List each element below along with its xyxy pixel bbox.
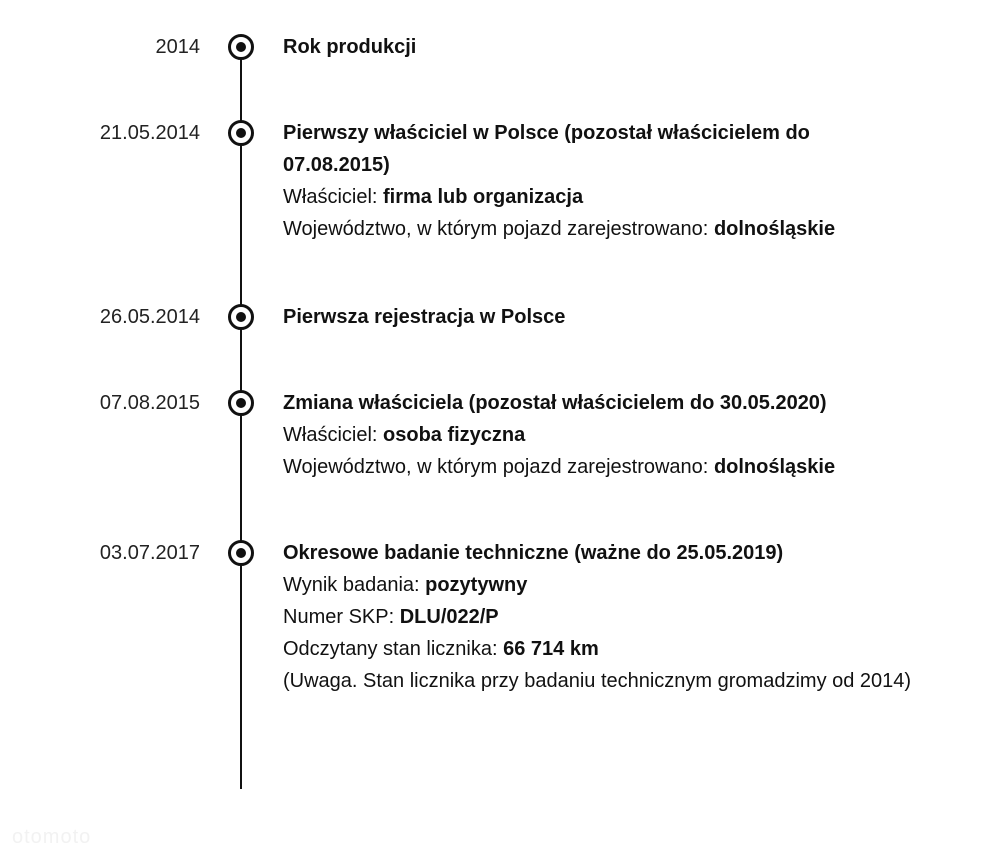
skp-value: DLU/022/P	[399, 606, 499, 628]
entry-content	[283, 31, 913, 63]
entry-content	[283, 117, 913, 245]
owner-value: osoba fizyczna	[383, 424, 526, 446]
entry-title: Rok produkcji	[283, 36, 417, 58]
result-value: pozytywny	[425, 574, 528, 596]
region-row	[283, 451, 913, 483]
entry-date: 21.05.2014	[99, 122, 200, 144]
region-value: dolnośląskie	[713, 218, 836, 240]
entry-date: 26.05.2014	[99, 306, 200, 328]
result-label: Wynik badania:	[283, 574, 420, 596]
entry-title: Pierwszy właściciel w Polsce (pozostał właścicielem do 07.08.2015)	[283, 122, 810, 176]
owner-value: firma lub organizacja	[383, 186, 584, 208]
owner-row	[283, 181, 913, 213]
mileage-row	[283, 633, 913, 665]
entry-date: 03.07.2017	[99, 542, 200, 564]
entry-title: Zmiana właściciela (pozostał właścicielem do 30.05.2020)	[283, 392, 827, 414]
mileage-note: (Uwaga. Stan licznika przy badaniu technicznym gromadzimy od 2014)	[283, 670, 912, 692]
region-value: dolnośląskie	[713, 456, 836, 478]
entry-title: Pierwsza rejestracja w Polsce	[283, 306, 566, 328]
skp-row	[283, 601, 913, 633]
region-row	[283, 213, 913, 245]
entry-content	[283, 387, 913, 483]
entry-content	[283, 301, 913, 333]
skp-label: Numer SKP:	[283, 606, 395, 628]
mileage-label: Odczytany stan licznika:	[283, 638, 498, 660]
result-row	[283, 569, 913, 601]
timeline-dot-icon	[228, 120, 254, 146]
owner-label: Właściciel:	[283, 186, 378, 208]
watermark-logo: otomoto	[12, 826, 92, 848]
entry-title: Okresowe badanie techniczne (ważne do 25.05.2019)	[283, 542, 784, 564]
timeline-line	[240, 46, 242, 789]
timeline-dot-icon	[228, 304, 254, 330]
region-label: Województwo, w którym pojazd zarejestrowano:	[283, 218, 709, 240]
entry-date: 07.08.2015	[99, 392, 200, 414]
owner-label: Właściciel:	[283, 424, 378, 446]
entry-date: 2014	[155, 36, 200, 58]
region-label: Województwo, w którym pojazd zarejestrowano:	[283, 456, 709, 478]
mileage-value: 66 714 km	[503, 638, 599, 660]
timeline-dot-icon	[228, 540, 254, 566]
timeline-dot-icon	[228, 34, 254, 60]
owner-row	[283, 419, 913, 451]
entry-content	[283, 537, 913, 697]
timeline-dot-icon	[228, 390, 254, 416]
